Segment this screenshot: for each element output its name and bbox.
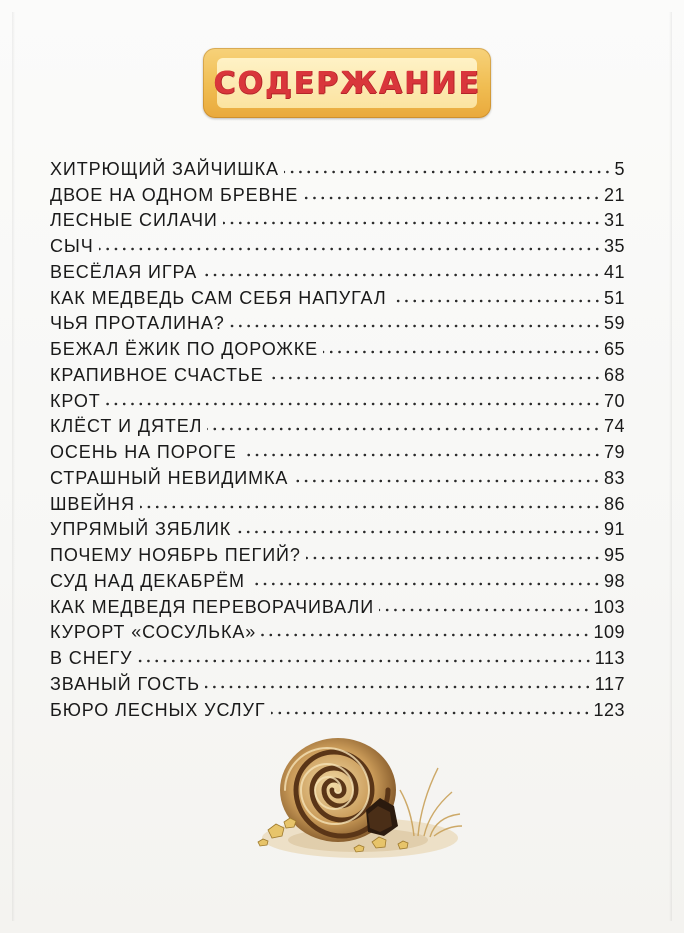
- toc-entry-page-number: 35: [603, 236, 625, 256]
- toc-entry-title: ДВОЕ НА ОДНОМ БРЕВНЕ: [50, 184, 299, 205]
- toc-entry-page-number: 109: [593, 622, 625, 643]
- toc-entry-title: ЗВАНЫЙ ГОСТЬ: [50, 673, 200, 694]
- toc-dot-leader: [207, 427, 601, 431]
- toc-entry: [50, 461, 625, 487]
- toc-entry-page-number: 98: [603, 570, 625, 591]
- toc-entry-page-number: 59: [603, 313, 625, 334]
- toc-entry-title: КАК МЕДВЕДЯ ПЕРЕВОРАЧИВАЛИ: [50, 596, 375, 617]
- toc-entry-title: СТРАШНЫЙ НЕВИДИМКА: [50, 467, 289, 488]
- toc-entry: [50, 152, 625, 178]
- toc-dot-leader: [242, 453, 601, 457]
- toc-entry: [50, 410, 625, 436]
- contents-title-inner: [213, 58, 481, 108]
- toc-entry: [50, 358, 625, 384]
- toc-entry-title: КЛЁСТ И ДЯТЕЛ: [50, 416, 203, 437]
- toc-entry-title: БЮРО ЛЕСНЫХ УСЛУГ: [50, 699, 266, 720]
- toc-entry-page-number: 21: [603, 184, 625, 205]
- toc-entry-page-number: 91: [603, 519, 625, 540]
- toc-entry: [50, 590, 625, 616]
- snail-shell-illustration: [248, 718, 466, 868]
- toc-dot-leader: [138, 659, 592, 663]
- toc-dot-leader: [261, 633, 590, 637]
- toc-entry-title: СЫЧ: [50, 236, 94, 256]
- toc-entry: [50, 255, 625, 281]
- page-edge-left: [12, 12, 15, 921]
- toc-entry: [50, 513, 625, 539]
- toc-dot-leader: [202, 273, 601, 277]
- toc-entry: [50, 487, 625, 513]
- toc-dot-leader: [303, 196, 601, 200]
- toc-dot-leader: [205, 685, 592, 689]
- toc-dot-leader: [284, 170, 612, 174]
- toc-entry: [50, 178, 625, 204]
- toc-entry-page-number: 83: [603, 467, 625, 488]
- toc-dot-leader: [269, 376, 601, 380]
- toc-entry-page-number: 79: [603, 442, 625, 462]
- table-of-contents: [50, 152, 625, 719]
- toc-entry: [50, 281, 625, 307]
- toc-entry-page-number: 68: [603, 364, 625, 385]
- toc-entry-title: КРАПИВНОЕ СЧАСТЬЕ: [50, 364, 264, 385]
- toc-dot-leader: [223, 221, 601, 225]
- toc-entry: [50, 564, 625, 590]
- toc-dot-leader: [250, 582, 601, 586]
- toc-entry-title: ШВЕЙНЯ: [50, 493, 135, 514]
- toc-entry: [50, 641, 625, 667]
- toc-entry-title: ПОЧЕМУ НОЯБРЬ ПЕГИЙ?: [50, 545, 301, 565]
- toc-dot-leader: [271, 711, 591, 715]
- toc-entry-page-number: 51: [603, 287, 625, 308]
- toc-entry-title: УПРЯМЫЙ ЗЯБЛИК: [50, 519, 232, 540]
- toc-entry-page-number: 5: [614, 158, 625, 179]
- toc-dot-leader: [106, 402, 601, 406]
- toc-entry-page-number: 65: [603, 339, 625, 359]
- toc-entry-page-number: 103: [593, 596, 625, 617]
- toc-entry-title: БЕЖАЛ ЁЖИК ПО ДОРОЖКЕ: [50, 339, 319, 359]
- toc-entry: [50, 384, 625, 410]
- toc-dot-leader: [236, 530, 601, 534]
- toc-dot-leader: [392, 299, 601, 303]
- contents-title-plate: [203, 48, 491, 118]
- toc-entry-title: КУРОРТ «СОСУЛЬКА»: [50, 622, 257, 643]
- toc-dot-leader: [379, 608, 590, 612]
- toc-entry: [50, 616, 625, 642]
- toc-entry-title: КАК МЕДВЕДЬ САМ СЕБЯ НАПУГАЛ: [50, 287, 387, 308]
- toc-entry: [50, 307, 625, 333]
- toc-entry: [50, 435, 625, 461]
- toc-entry-page-number: 117: [594, 673, 625, 694]
- toc-entry-page-number: 70: [603, 390, 625, 411]
- toc-entry-page-number: 31: [603, 210, 625, 231]
- toc-entry-title: ЧЬЯ ПРОТАЛИНА?: [50, 313, 225, 334]
- toc-entry: [50, 229, 625, 255]
- toc-entry-title: В СНЕГУ: [50, 648, 133, 668]
- toc-entry-page-number: 41: [603, 261, 625, 282]
- toc-entry-title: ЛЕСНЫЕ СИЛАЧИ: [50, 210, 218, 231]
- toc-dot-leader: [306, 556, 601, 560]
- toc-entry-page-number: 113: [594, 648, 625, 668]
- toc-entry: [50, 538, 625, 564]
- toc-entry: [50, 693, 625, 719]
- toc-dot-leader: [323, 350, 601, 354]
- toc-entry-page-number: 123: [593, 699, 625, 720]
- toc-dot-leader: [293, 479, 601, 483]
- toc-entry: [50, 332, 625, 358]
- toc-entry-page-number: 95: [603, 545, 625, 565]
- toc-entry: [50, 204, 625, 230]
- toc-entry-page-number: 74: [603, 416, 625, 437]
- toc-entry-title: ВЕСЁЛАЯ ИГРА: [50, 261, 198, 282]
- toc-dot-leader: [140, 505, 601, 509]
- page-edge-right: [669, 12, 672, 921]
- toc-dot-leader: [230, 324, 601, 328]
- toc-entry-title: ОСЕНЬ НА ПОРОГЕ: [50, 442, 237, 462]
- toc-entry-page-number: 86: [603, 493, 625, 514]
- toc-dot-leader: [99, 247, 601, 251]
- toc-entry-title: СУД НАД ДЕКАБРЁМ: [50, 570, 245, 591]
- toc-entry-title: КРОТ: [50, 390, 101, 411]
- toc-entry-title: ХИТРЮЩИЙ ЗАЙЧИШКА: [50, 158, 279, 179]
- toc-entry: [50, 667, 625, 693]
- contents-title: СОДЕРЖАНИЕ: [213, 65, 481, 101]
